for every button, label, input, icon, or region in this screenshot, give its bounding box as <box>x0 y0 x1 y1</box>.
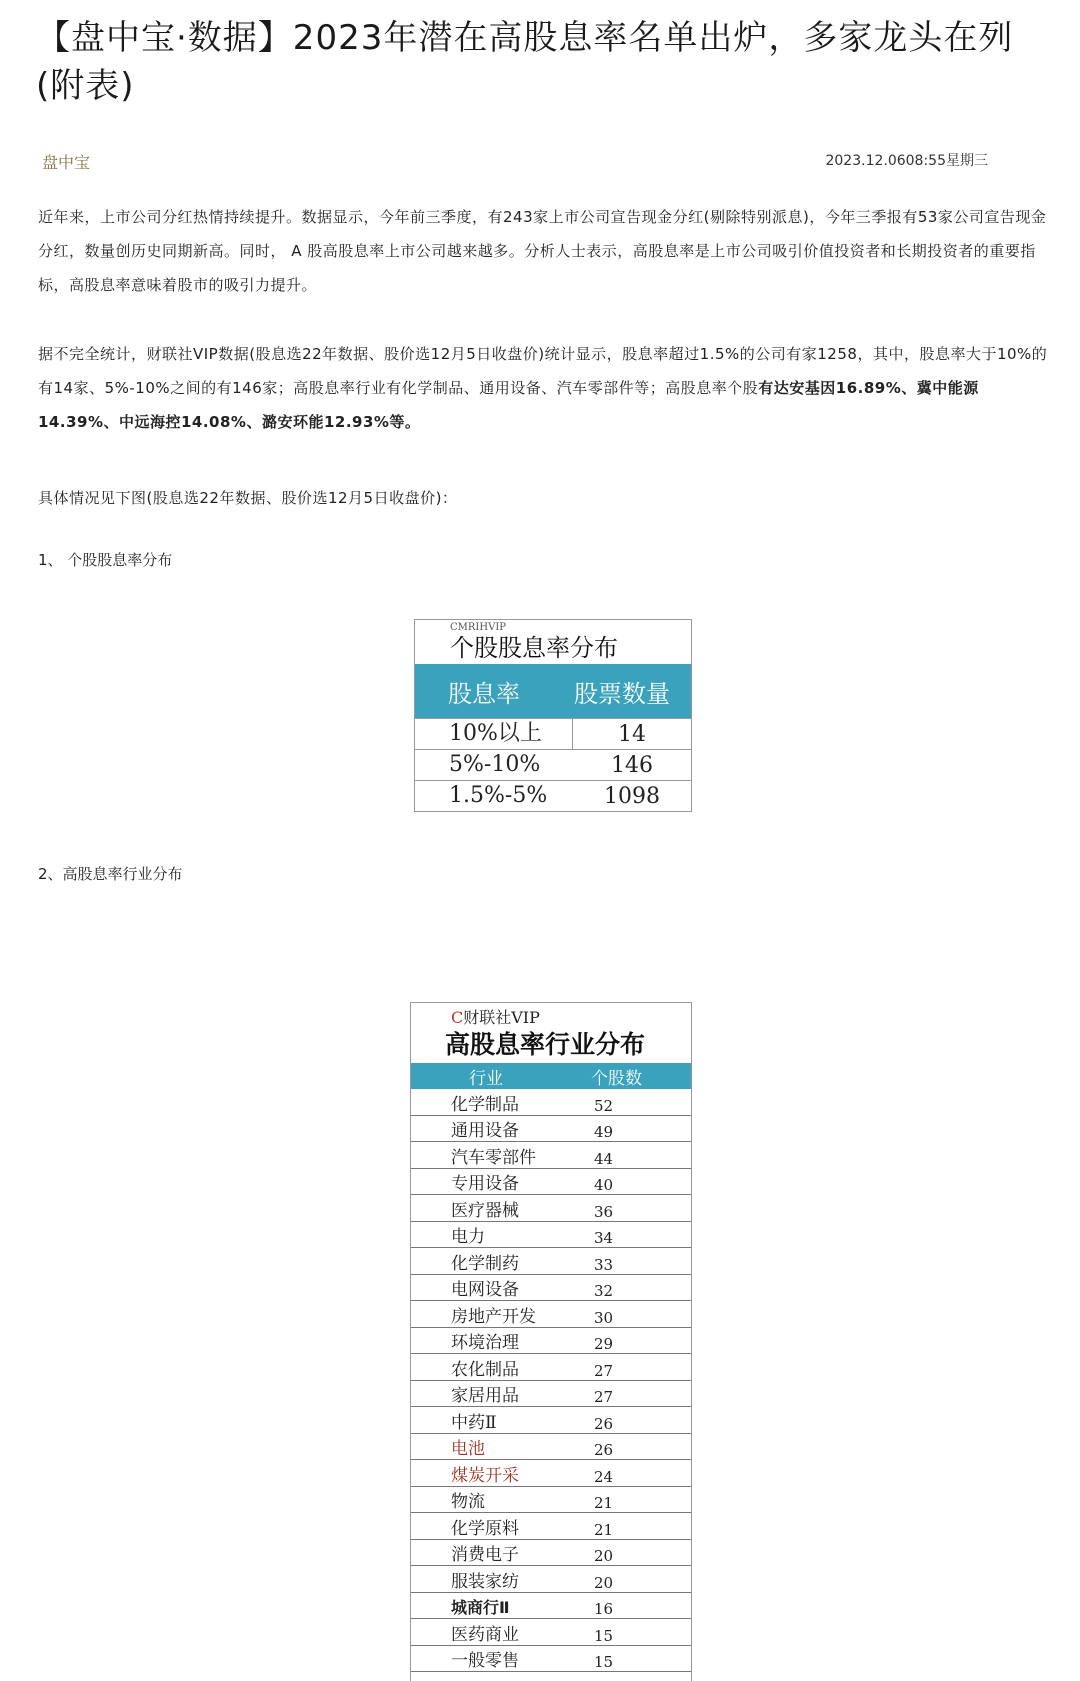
cell-count: 26 <box>594 1414 614 1433</box>
cell-count: 16 <box>594 1600 614 1618</box>
cell-dividend-range: 5%-10% <box>449 752 541 777</box>
paragraph-note: 具体情况见下图(股息选22年数据、股价选12月5日收盘价)： <box>38 489 458 507</box>
paragraph-stats <box>38 337 1056 439</box>
paragraph-stats-bold: 有达安基因16.89%、冀中能源14.39%、中远海控14.08%、潞安环能12.93%等。 <box>38 379 979 431</box>
brand-logo-icon: C <box>451 1008 464 1027</box>
cell-count: 15 <box>594 1626 614 1645</box>
table-row <box>411 1540 691 1567</box>
cell-dividend-range: 1.5%-5% <box>449 783 548 808</box>
cell-industry: 房地产开发 <box>451 1306 536 1327</box>
table-row <box>411 1460 691 1487</box>
section-heading-2: 2、高股息率行业分布 <box>38 865 183 883</box>
cell-count: 21 <box>594 1520 614 1539</box>
table-row <box>411 1195 691 1222</box>
article-title: 【盘中宝·数据】2023年潜在高股息率名单出炉，多家龙头在列(附表) <box>36 18 1014 106</box>
paragraph-stats-text: 据不完全统计，财联社VIP数据(股息选22年数据、股价选12月5日收盘价)统计显示，股息率超过1.5%的公司有家1258，其中，股息率大于10%的有14家、5%-10%之间的有146家；高股息率行业有化学制品、通用设备、汽车零部件等；高股息率个股 <box>38 345 1048 397</box>
table-row <box>411 1593 691 1620</box>
table-row <box>411 1354 691 1381</box>
table-row <box>411 1116 691 1143</box>
cell-count: 34 <box>594 1229 614 1247</box>
table-row <box>411 1301 691 1328</box>
table-row <box>411 1328 691 1355</box>
header-stock-count: 股票数量 <box>574 679 670 708</box>
cell-stock-count: 1098 <box>604 783 660 809</box>
header-industry: 行业 <box>469 1068 503 1089</box>
table-row <box>411 1566 691 1593</box>
cell-count: 29 <box>594 1335 614 1353</box>
cell-industry: 化学制品 <box>451 1094 519 1115</box>
table-row <box>411 1487 691 1514</box>
cell-count: 30 <box>594 1308 614 1327</box>
cell-count: 15 <box>594 1653 614 1671</box>
cell-count: 32 <box>594 1282 614 1300</box>
cell-industry: 电力 <box>451 1227 485 1247</box>
table-row <box>411 1248 691 1275</box>
cell-count: 27 <box>594 1361 614 1380</box>
cell-count: 20 <box>594 1547 614 1565</box>
table-row <box>411 1619 691 1646</box>
cell-industry: 化学制药 <box>451 1253 519 1274</box>
cell-count: 26 <box>594 1441 614 1459</box>
table-row <box>411 1513 691 1540</box>
section-heading-1: 1、 个股股息率分布 <box>38 551 173 569</box>
cell-stock-count: 146 <box>611 752 653 778</box>
cell-dividend-range: 10%以上 <box>415 719 573 749</box>
industry-distribution-table <box>410 1002 692 1681</box>
table-row <box>411 1646 691 1673</box>
table-row <box>411 1142 691 1169</box>
cell-industry: 农化制品 <box>451 1359 519 1380</box>
table-row <box>411 1089 691 1116</box>
cell-count: 52 <box>594 1096 614 1115</box>
table-header <box>411 1063 691 1089</box>
cell-industry: 消费电子 <box>451 1545 519 1565</box>
cell-industry: 医药商业 <box>451 1624 519 1645</box>
table-title: 个股股息率分布 <box>450 634 618 662</box>
table-row <box>411 1275 691 1302</box>
cell-count: 33 <box>594 1255 614 1274</box>
table-row <box>411 1434 691 1461</box>
table-title: 高股息率行业分布 <box>445 1030 646 1059</box>
cell-count: 24 <box>594 1467 614 1486</box>
cell-industry: 医疗器械 <box>451 1200 519 1221</box>
cell-industry: 化学原料 <box>451 1518 519 1539</box>
cell-industry: 电网设备 <box>451 1280 519 1300</box>
cell-count: 20 <box>594 1573 614 1592</box>
cell-count: 36 <box>594 1202 614 1221</box>
cell-industry: 服装家纺 <box>451 1571 519 1592</box>
table-row <box>411 1407 691 1434</box>
cell-industry: 汽车零部件 <box>451 1147 536 1168</box>
paragraph-intro: 近年来，上市公司分红热情持续提升。数据显示，今年前三季度，有243家上市公司宣告现金分红(剔除特别派息)，今年三季报有53家公司宣告现金分红，数量创历史同期新高。同时， A 股高股息率上市公司越来越多。分析人士表示，高股息率是上市公司吸引价值投资者和长期投资者的重要指标，高股息率意味着股市的吸引力提升。 <box>38 208 1047 294</box>
table-brand <box>411 1003 691 1029</box>
cell-industry: 煤炭开采 <box>451 1465 519 1486</box>
source-link[interactable]: 盘中宝 <box>42 153 91 172</box>
cell-count: 44 <box>594 1149 614 1168</box>
header-dividend-rate: 股息率 <box>448 679 520 708</box>
cell-industry: 一般零售 <box>451 1651 519 1671</box>
cell-industry: 家居用品 <box>451 1386 519 1406</box>
cell-count: 21 <box>594 1494 614 1512</box>
cell-industry: 电池 <box>451 1439 485 1459</box>
table-row <box>411 1169 691 1196</box>
table-brand: CMRIHVIP <box>450 622 506 633</box>
cell-count: 40 <box>594 1176 614 1194</box>
header-count: 个股数 <box>591 1068 642 1089</box>
publish-datetime: 2023.12.0608:55星期三 <box>825 153 988 169</box>
cell-industry: 环境治理 <box>451 1333 519 1353</box>
cell-count: 49 <box>594 1123 614 1141</box>
table-row <box>415 749 691 780</box>
dividend-distribution-table <box>414 619 692 812</box>
cell-industry: 通用设备 <box>451 1121 519 1141</box>
brand-text: 财联社VIP <box>463 1008 540 1027</box>
table-row <box>411 1222 691 1249</box>
table-row <box>411 1381 691 1408</box>
cell-industry: 物流 <box>451 1492 485 1512</box>
table-row <box>415 780 691 811</box>
cell-industry: 专用设备 <box>451 1174 519 1194</box>
cell-stock-count: 14 <box>618 721 646 747</box>
cell-count: 27 <box>594 1388 614 1406</box>
table-header <box>415 664 691 718</box>
table-row <box>415 718 691 749</box>
cell-industry: 中药Ⅱ <box>451 1412 497 1433</box>
cell-industry: 城商行Ⅱ <box>451 1598 510 1617</box>
